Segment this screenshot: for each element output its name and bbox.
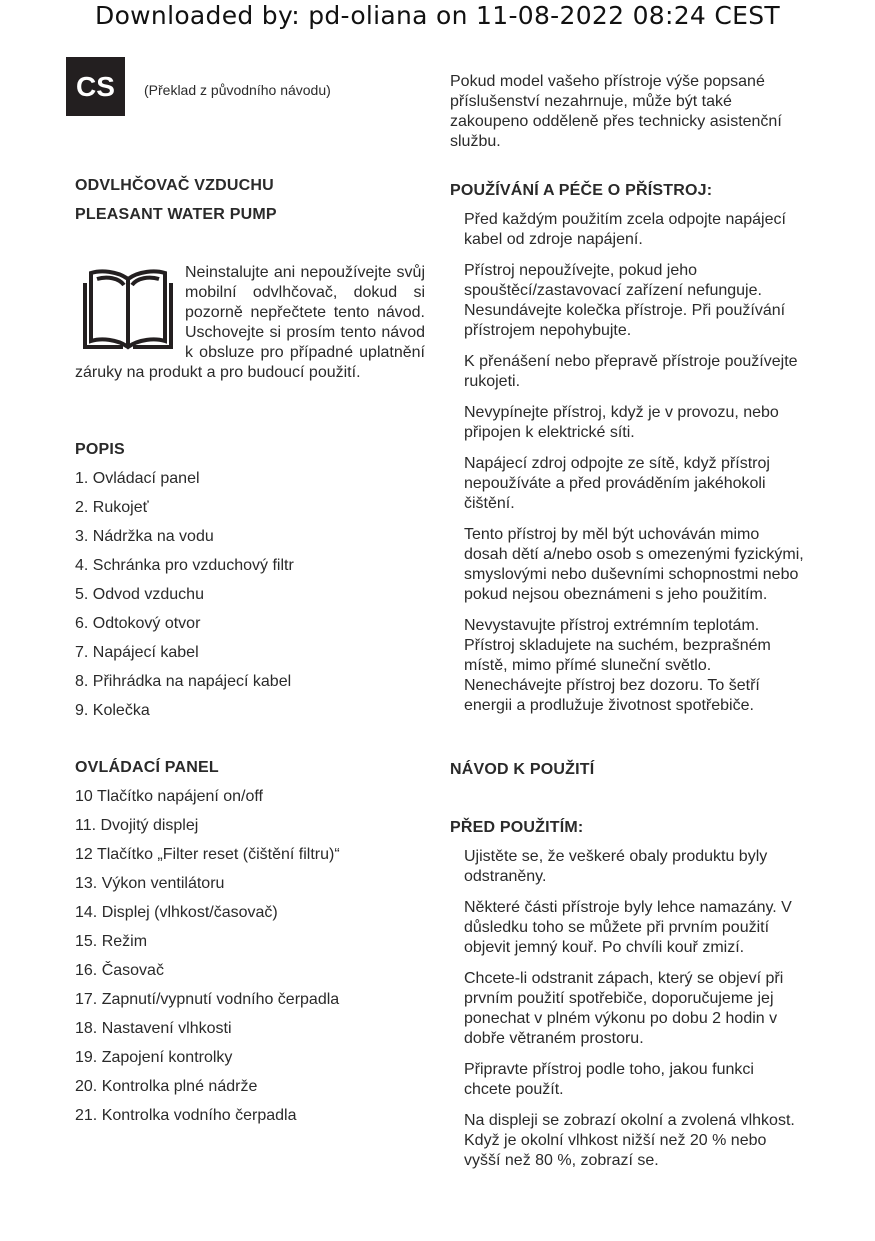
- parts-list: [75, 469, 425, 730]
- care-paragraph: K přenášení nebo přepravě přístroje používejte rukojeti.: [464, 353, 798, 390]
- list-item: 2. Rukojeť: [75, 499, 149, 516]
- care-paragraph: Před každým použitím zcela odpojte napájecí kabel od zdroje napájení.: [464, 211, 786, 248]
- list-item: 6. Odtokový otvor: [75, 615, 201, 632]
- list-item: 9. Kolečka: [75, 702, 150, 719]
- control-panel-section: [75, 758, 425, 1135]
- before-use-paragraph: Připravte přístroj podle toho, jakou funkci chcete použít.: [464, 1061, 754, 1098]
- control-panel-list: [75, 787, 425, 1135]
- list-item: 20. Kontrolka plné nádrže: [75, 1078, 258, 1095]
- list-item: 15. Režim: [75, 933, 148, 950]
- care-paragraph: Tento přístroj by měl být uchováván mimo dosah dětí a/nebo osob s omezenými fyzickými, smyslovými nebo duševními schopnostmi nebo pokud nejsou obeznámeni s jeho použitím.: [464, 526, 804, 603]
- list-item: 1. Ovládací panel: [75, 470, 200, 487]
- before-use-paragraph: Na displeji se zobrazí okolní a zvolená vlhkost. Když je okolní vlhkost nižší než 20 % nebo vyšší než 80 %, zobrazí se.: [464, 1112, 795, 1169]
- care-heading: POUŽÍVÁNÍ A PÉČE O PŘÍSTROJ:: [450, 182, 713, 199]
- before-use-heading: PŘED POUŽITÍM:: [450, 819, 584, 836]
- open-book-icon: [79, 263, 177, 351]
- list-item: 21. Kontrolka vodního čerpadla: [75, 1107, 297, 1124]
- care-paragraph: Napájecí zdroj odpojte ze sítě, když přístroj nepoužíváte a před prováděním jakéhokoli čištění.: [464, 455, 770, 512]
- list-item: 11. Dvojitý displej: [75, 817, 199, 834]
- list-item: 18. Nastavení vlhkosti: [75, 1020, 232, 1037]
- download-watermark: Downloaded by: pd-oliana on 11-08-2022 08:24 CEST: [95, 1, 780, 30]
- intro-text: Neinstalujte ani nepoužívejte svůj mobilní odvlhčovač, dokud si pozorně nepřečtete tento návod. Uschovejte si prosím tento návod k obsluze pro případné uplatnění záruky na produkt a pro budoucí použití.: [75, 264, 425, 381]
- care-paragraph: Nevypínejte přístroj, když je v provozu, nebo připojen k elektrické síti.: [464, 404, 779, 441]
- list-item: 5. Odvod vzduchu: [75, 586, 204, 603]
- list-item: 19. Zapojení kontrolky: [75, 1049, 233, 1066]
- list-item: 12 Tlačítko „Filter reset (čištění filtru)“: [75, 846, 340, 863]
- product-category: ODVLHČOVAČ VZDUCHU: [75, 177, 274, 194]
- list-item: 16. Časovač: [75, 962, 164, 979]
- list-item: 3. Nádržka na vodu: [75, 528, 214, 545]
- list-item: 7. Napájecí kabel: [75, 644, 199, 661]
- before-use-section: [450, 818, 805, 1182]
- care-paragraph: Nevystavujte přístroj extrémním teplotám. Přístroj skladujete na suchém, bezprašném místě, mimo přímé sluneční světlo. Nenechávejte přístroj bez dozoru. To šetří energii a prodlužuje životnost spotřebiče.: [464, 617, 771, 714]
- before-use-paragraph: Chcete-li odstranit zápach, který se objeví při prvním použití spotřebiče, doporučujeme jej ponechat v plném výkonu po dobu 2 hodin v dobře větraném prostoru.: [464, 970, 784, 1047]
- product-title-block: [75, 176, 425, 225]
- list-item: 14. Displej (vlhkost/časovač): [75, 904, 278, 921]
- description-heading: POPIS: [75, 441, 125, 458]
- care-paragraph: Přístroj nepoužívejte, pokud jeho spouštěcí/zastavovací zařízení nefunguje. Nesundávejte kolečka přístroje. Při používání přístrojem nepohybujte.: [464, 262, 786, 339]
- translation-note: (Překlad z původního návodu): [144, 82, 331, 98]
- care-section: [450, 181, 805, 727]
- list-item: 13. Výkon ventilátoru: [75, 875, 225, 892]
- usage-heading: NÁVOD K POUŽITÍ: [450, 761, 595, 778]
- intro-warning: [75, 263, 425, 383]
- usage-section: [450, 760, 805, 780]
- list-item: 8. Přihrádka na napájecí kabel: [75, 673, 292, 690]
- control-panel-heading: OVLÁDACÍ PANEL: [75, 759, 219, 776]
- before-use-paragraph: Některé části přístroje byly lehce namazány. V důsledku toho se můžete při prvním použití objevit jemný kouř. Po chvíli kouř zmizí.: [464, 899, 792, 956]
- list-item: 10 Tlačítko napájení on/off: [75, 788, 263, 805]
- before-use-paragraph: Ujistěte se, že veškeré obaly produktu byly odstraněny.: [464, 848, 768, 885]
- description-section: [75, 440, 425, 730]
- language-badge: CS: [66, 57, 125, 116]
- product-name: PLEASANT WATER PUMP: [75, 206, 277, 223]
- accessories-note: Pokud model vašeho přístroje výše popsané příslušenství nezahrnuje, může být také zakoupeno odděleně přes technicky asistenční službu.: [450, 73, 782, 150]
- list-item: 4. Schránka pro vzduchový filtr: [75, 557, 294, 574]
- list-item: 17. Zapnutí/vypnutí vodního čerpadla: [75, 991, 340, 1008]
